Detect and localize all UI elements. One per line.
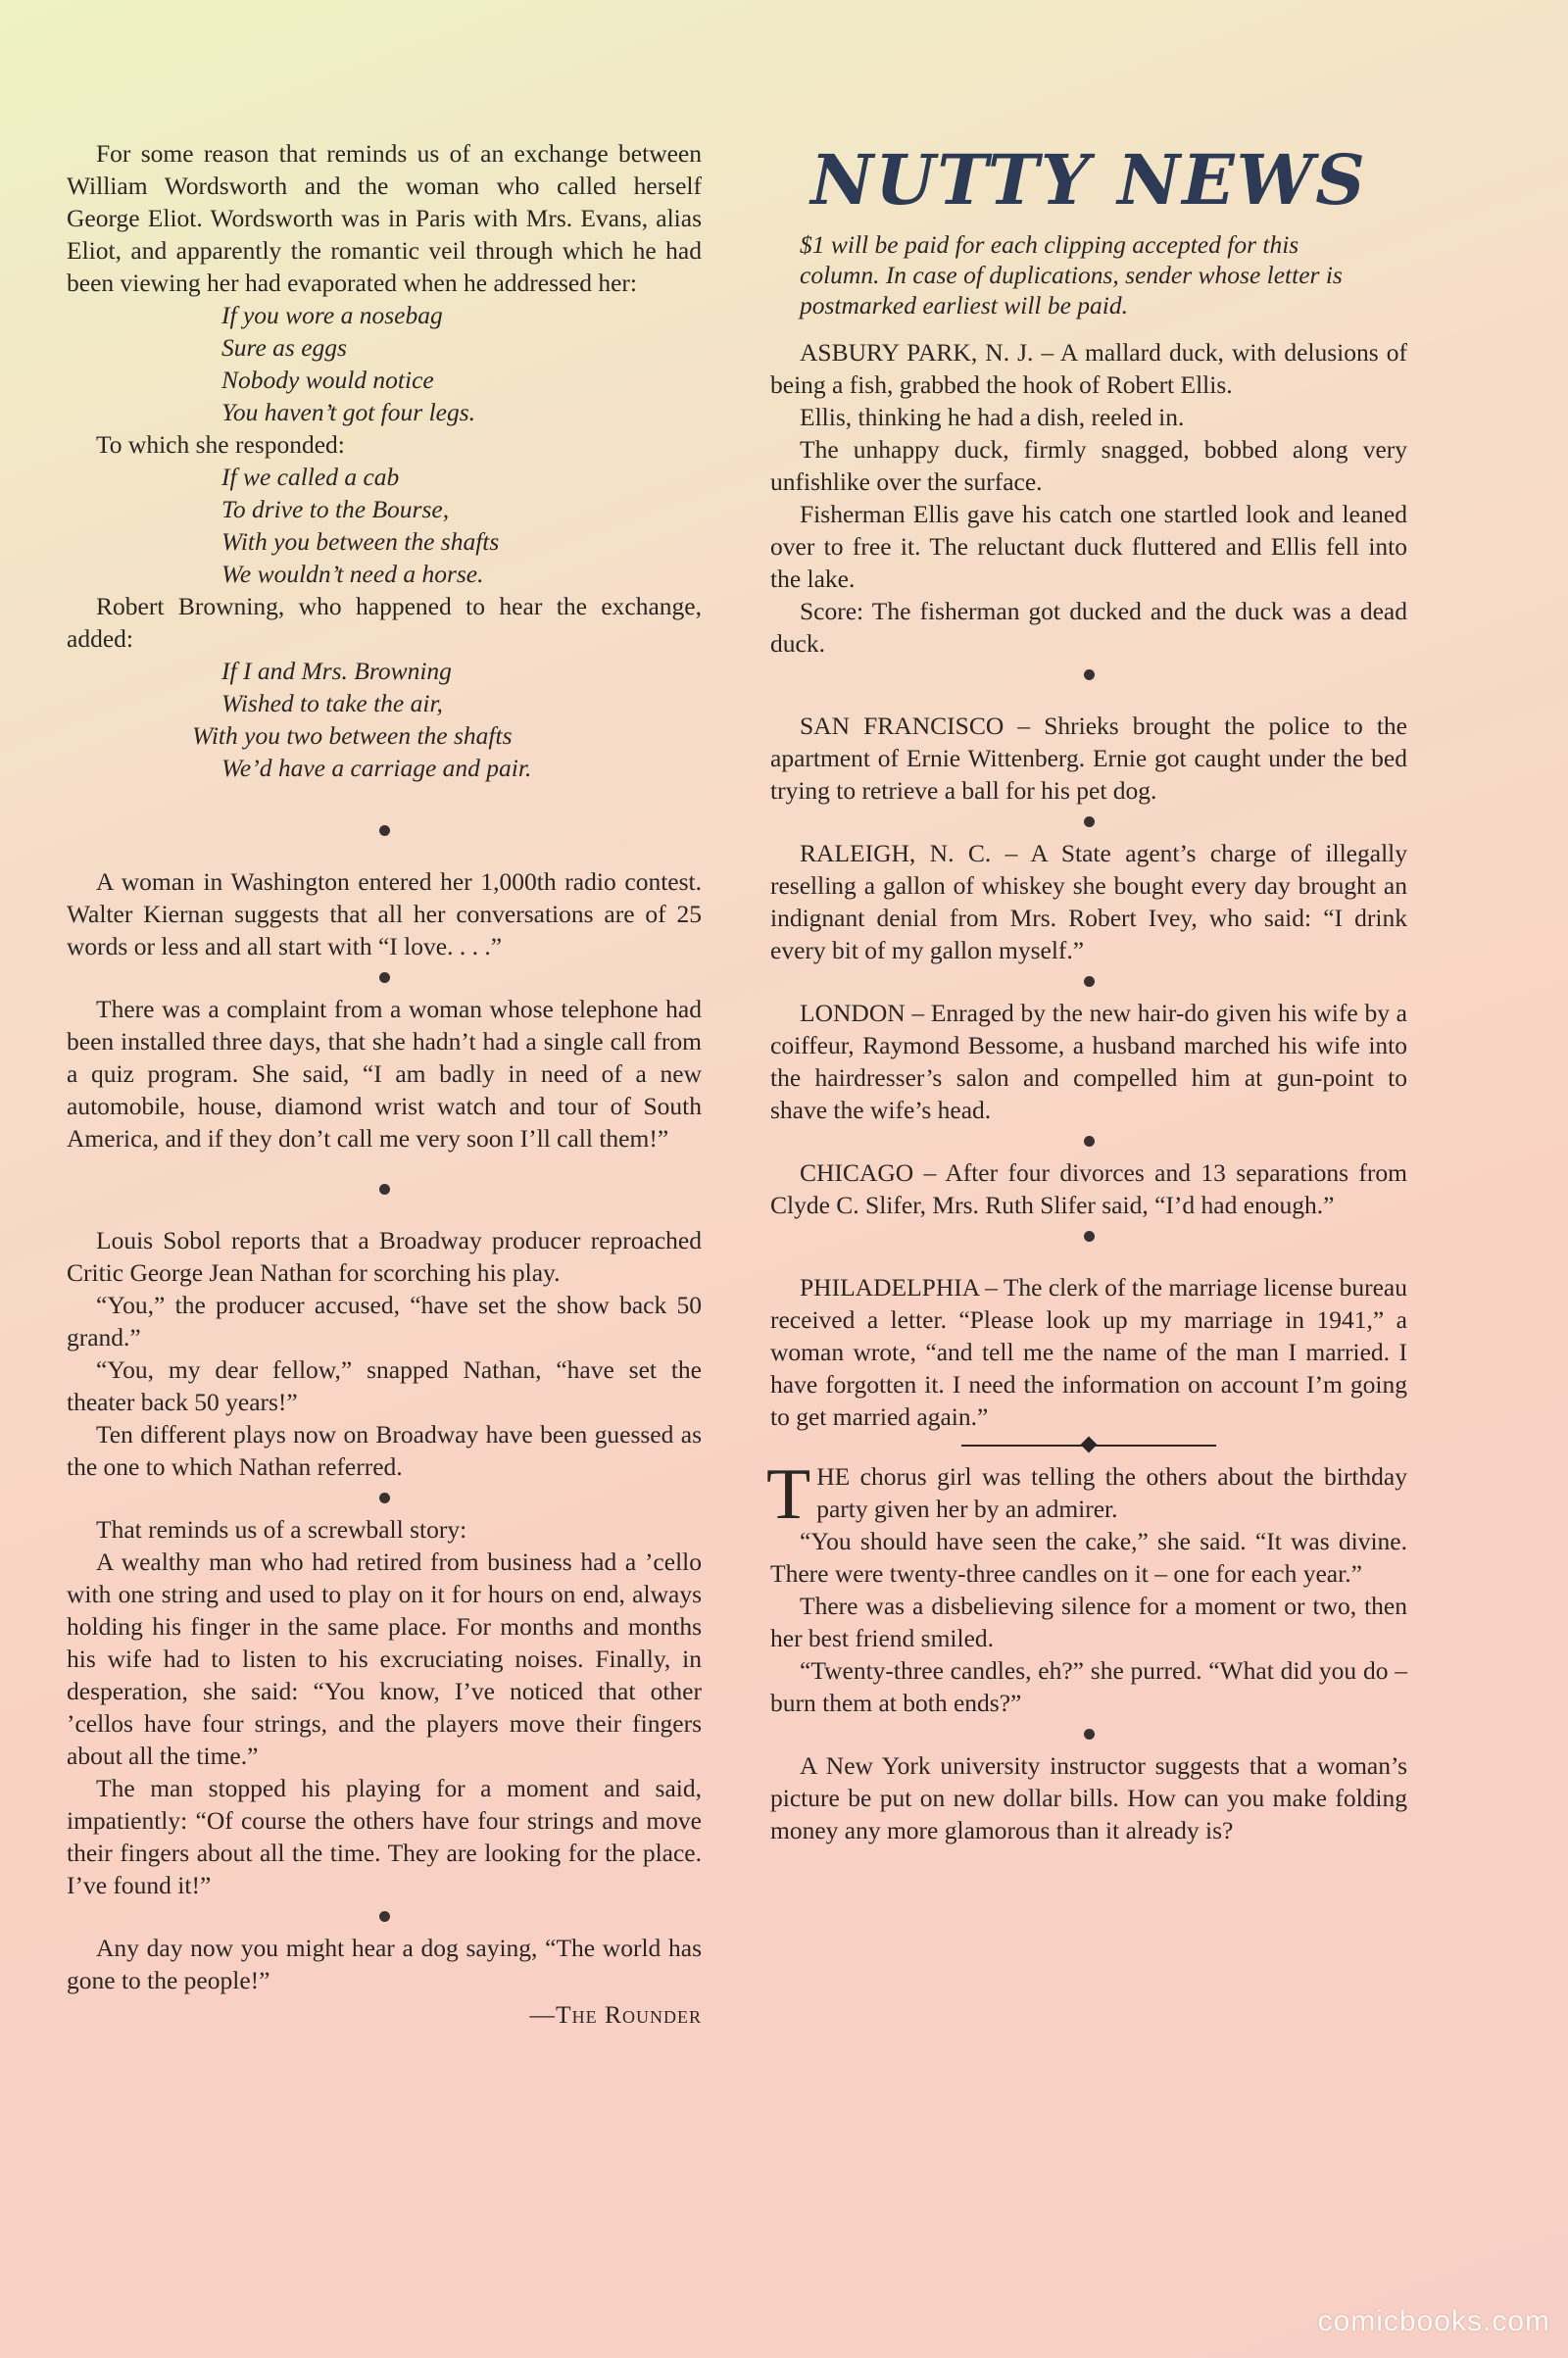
cello-item: The man stopped his playing for a moment and said, impatiently: “Of course the others have four strings and move their fingers about all the time. They are looking for the place. I’ve found it!” — [67, 1774, 702, 1899]
asbury-item: Score: The fisherman got ducked and the duck was a dead duck. — [770, 597, 1407, 658]
separator-bullet — [379, 1184, 390, 1195]
verse-line: With you two between the shafts — [192, 721, 513, 750]
cello-item: That reminds us of a screwball story: — [96, 1515, 467, 1544]
radio-contest-item: A woman in Washington entered her 1,000th radio contest. Walter Kiernan suggests that all her conversations are of 25 words or less and all start with “I love. . . .” — [67, 867, 702, 960]
watermark: comicbooks.com — [1317, 2305, 1550, 2337]
section-divider — [961, 1445, 1216, 1447]
chorus-girl-item: “Twenty-three candles, eh?” she purred. “What did you do – burn them at both ends?” — [770, 1656, 1407, 1717]
chorus-text: HE chorus girl was telling the others about the birthday party given her by an admirer. — [816, 1462, 1407, 1523]
verse-line: We’d have a carriage and pair. — [221, 754, 532, 782]
verse-nosebag — [67, 299, 702, 428]
telephone-item: There was a complaint from a woman whose telephone had been installed three days, that she hadn’t had a single call from a quiz program. She said, “I am badly in need of a new automobile, house, diamond wrist watch and tour of South America, and if they don’t call me very soon I’ll call them!” — [67, 995, 702, 1153]
separator-bullet — [1084, 816, 1095, 827]
asbury-item: ASBURY PARK, N. J. – A mallard duck, with delusions of being a fish, grabbed the hook of Robert Ellis. — [770, 338, 1407, 399]
asbury-item: Fisherman Ellis gave his catch one startled look and leaned over to free it. The reluctant duck fluttered and Ellis fell into the lake. — [770, 500, 1407, 593]
san-francisco-item: SAN FRANCISCO – Shrieks brought the police to the apartment of Ernie Wittenberg. Ernie got caught under the bed trying to retrieve a ball for his pet dog. — [770, 712, 1407, 805]
chicago-item: CHICAGO – After four divorces and 13 separations from Clyde C. Slifer, Mrs. Ruth Slifer said, “I’d had enough.” — [770, 1158, 1407, 1219]
divider-diamond — [1081, 1437, 1098, 1453]
verse-line: With you between the shafts — [221, 527, 500, 556]
sobol-item: Louis Sobol reports that a Broadway producer reproached Critic George Jean Nathan for scorching his play. — [67, 1226, 702, 1287]
sobol-item: Ten different plays now on Broadway have been guessed as the one to which Nathan referred. — [67, 1420, 702, 1481]
verse-line: Nobody would notice — [221, 366, 434, 394]
dog-item: Any day now you might hear a dog saying, “The world has gone to the people!” — [67, 1934, 702, 1994]
browning-paragraph: Robert Browning, who happened to hear the exchange, added: — [67, 592, 702, 653]
separator-bullet — [379, 1911, 390, 1922]
separator-bullet — [1084, 1136, 1095, 1147]
sobol-item: “You, my dear fellow,” snapped Nathan, “have set the theater back 50 years!” — [67, 1355, 702, 1416]
verse-line: If we called a cab — [221, 463, 400, 491]
asbury-item: The unhappy duck, firmly snagged, bobbed along very unfishlike over the surface. — [770, 435, 1407, 496]
separator-bullet — [1084, 669, 1095, 680]
separator-bullet — [1084, 1729, 1095, 1740]
left-column — [67, 137, 702, 2031]
separator-bullet — [379, 972, 390, 983]
separator-bullet — [379, 1493, 390, 1503]
masthead-title: NUTTY NEWS — [810, 139, 1367, 221]
right-column — [766, 137, 1407, 1846]
response-line: To which she responded: — [96, 430, 345, 459]
chorus-girl-item — [766, 1454, 1407, 1535]
verse-cab — [67, 461, 702, 590]
column-subhead: $1 will be paid for each clipping accepted for this column. In case of duplications, sender whose letter is postmarked earliest will be paid. — [800, 230, 1343, 319]
raleigh-item: RALEIGH, N. C. – A State agent’s charge of illegally reselling a gallon of whiskey she bought every day brought an indignant denial from Mrs. Robert Ivey, who said: “I drink every bit of my gallon myself.” — [770, 839, 1407, 964]
signature: —The Rounder — [529, 2000, 702, 2029]
separator-bullet — [1084, 1231, 1095, 1242]
verse-carriage — [67, 655, 702, 784]
verse-line: Sure as eggs — [221, 333, 347, 362]
drop-cap: T — [766, 1454, 811, 1535]
wordsworth-paragraph: For some reason that reminds us of an exchange between William Wordsworth and the woman who called herself George Eliot. Wordsworth was in Paris with Mrs. Evans, alias Eliot, and apparently the romantic veil through which he had been viewing her had evaporated when he addressed her: — [67, 139, 702, 297]
verse-line: You haven’t got four legs. — [221, 398, 476, 426]
verse-line: If you wore a nosebag — [221, 301, 443, 329]
london-item: LONDON – Enraged by the new hair-do given his wife by a coiffeur, Raymond Bessome, a husband marched his wife into the hairdresser’s salon and compelled him at gun-point to shave the wife’s head. — [770, 999, 1407, 1124]
verse-line: Wished to take the air, — [221, 689, 443, 717]
asbury-item: Ellis, thinking he had a dish, reeled in. — [800, 403, 1185, 431]
chorus-girl-item: There was a disbelieving silence for a moment or two, then her best friend smiled. — [770, 1592, 1407, 1652]
nyu-item: A New York university instructor suggests that a woman’s picture be put on new dollar bills. How can you make folding money any more glamorous than it already is? — [770, 1751, 1407, 1844]
verse-line: If I and Mrs. Browning — [221, 657, 452, 685]
philadelphia-item: PHILADELPHIA – The clerk of the marriage license bureau received a letter. “Please look up my marriage in 1941,” a woman wrote, “and tell me the name of the man I married. I have forgotten it. I need the information on account I’m going to get married again.” — [770, 1273, 1407, 1431]
separator-bullet — [379, 825, 390, 836]
separator-bullet — [1084, 976, 1095, 987]
verse-line: We wouldn’t need a horse. — [221, 560, 484, 588]
sobol-item: “You,” the producer accused, “have set the show back 50 grand.” — [67, 1291, 702, 1351]
chorus-girl-item: “You should have seen the cake,” she said. “It was divine. There were twenty-three candles on it – one for each year.” — [770, 1527, 1407, 1588]
cello-item: A wealthy man who had retired from business had a ’cello with one string and used to play on it for hours on end, always holding his finger in the same place. For months and months his wife had to listen to his excruciating noises. Finally, in desperation, she said: “You know, I’ve noticed that other ’cellos have four strings, and the players move their fingers about all the time.” — [67, 1547, 702, 1770]
verse-line: To drive to the Bourse, — [221, 495, 450, 523]
